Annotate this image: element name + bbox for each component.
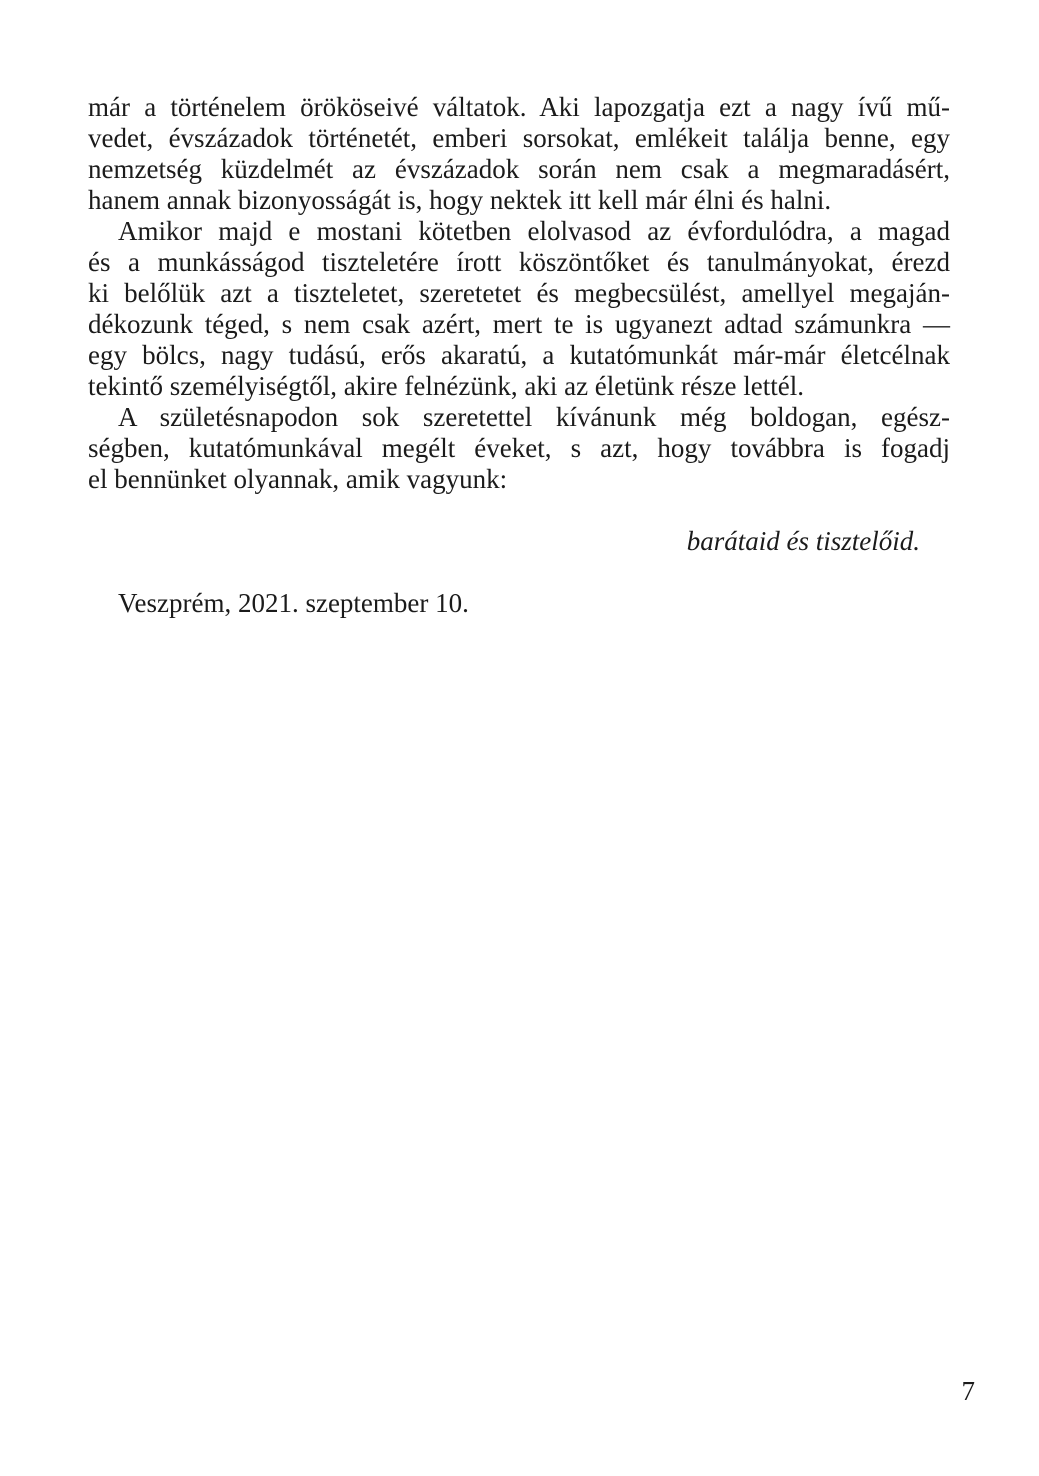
paragraph: [88, 92, 950, 216]
body-text: [88, 92, 950, 619]
text-line: ki belőlük azt a tiszteletet, szeretetet és megbecsülést, amellyel megaján-: [88, 278, 950, 308]
text-line: el bennünket olyannak, amik vagyunk:: [88, 464, 508, 494]
text-line: egy bölcs, nagy tudású, erős akaratú, a kutatómunkát már-már életcélnak: [88, 340, 950, 370]
paragraph: [88, 216, 950, 402]
text-line: A születésnapodon sok szeretettel kívánunk még boldogan, egész-: [118, 402, 950, 432]
page-number: 7: [961, 1376, 975, 1406]
text-line: Amikor majd e mostani kötetben elolvasod az évfordulódra, a magad: [118, 216, 950, 246]
body-paragraphs: [88, 92, 950, 495]
text-line: és a munkásságod tiszteletére írott köszöntőket és tanulmányokat, érezd: [88, 247, 950, 277]
text-line: már a történelem örököseivé váltatok. Aki lapozgatja ezt a nagy ívű mű-: [88, 92, 950, 122]
text-line: dékozunk téged, s nem csak azért, mert te is ugyanezt adtad számunkra —: [88, 309, 950, 339]
text-line: hanem annak bizonyosságát is, hogy nektek itt kell már élni és halni.: [88, 185, 832, 215]
paragraph: [88, 402, 950, 495]
text-line: nemzetség küzdelmét az évszázadok során nem csak a megmaradásért,: [88, 154, 950, 184]
text-line: vedet, évszázadok történetét, emberi sorsokat, emlékeit találja benne, egy: [88, 123, 950, 153]
text-line: tekintő személyiségtől, akire felnézünk, aki az életünk része lettél.: [88, 371, 804, 401]
date-line: Veszprém, 2021. szeptember 10.: [118, 588, 469, 618]
text-line: ségben, kutatómunkával megélt éveket, s azt, hogy továbbra is fogadj: [88, 433, 950, 463]
signature-line: barátaid és tisztelőid.: [686, 526, 920, 556]
